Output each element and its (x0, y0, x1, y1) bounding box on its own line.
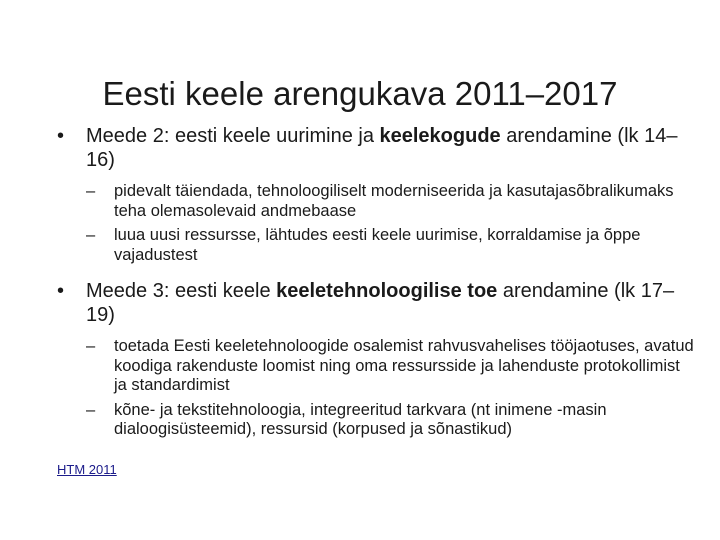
bullet-marker: • (57, 280, 65, 302)
dash-marker: – (86, 182, 96, 200)
bullet-text (86, 280, 674, 326)
bullet-list (57, 124, 697, 445)
bullet-text-bold: keelekogude (379, 125, 501, 147)
slide-title: Eesti keele arengukava 2011–2017 (102, 75, 618, 113)
bullet-text-end: arendamine (lk 14–16) (86, 125, 678, 171)
dash-marker: – (86, 337, 96, 355)
sub-bullet-text: pidevalt täiendada, tehnoloogiliselt moderniseerida ja kasutajasõbralikumaks teha olemasolevaid andmebaase (114, 182, 674, 220)
sub-bullet-item (86, 401, 697, 440)
sub-bullet-item (86, 226, 697, 265)
bullet-text-end: arendamine (lk 17–19) (86, 280, 675, 326)
bullet-text-start: Meede 2: eesti keele uurimine ja (86, 125, 380, 147)
dash-marker: – (86, 226, 96, 244)
sub-bullet-item (86, 337, 697, 396)
sub-bullet-item (86, 182, 697, 221)
bullet-text-start: Meede 3: eesti keele (86, 280, 277, 302)
bullet-marker: • (57, 125, 65, 147)
bullet-text-bold: keeletehnoloogilise toe (276, 280, 498, 302)
sub-bullet-text: luua uusi ressursse, lähtudes eesti keele uurimise, korraldamise ja õppe vajadustest (114, 226, 641, 264)
bullet-item-meede-3 (57, 279, 697, 440)
bullet-text (86, 125, 677, 171)
footer-source-link[interactable]: HTM 2011 (57, 462, 117, 477)
dash-marker: – (86, 400, 96, 419)
sub-bullet-text: kõne- ja tekstitehnoloogia, integreeritud tarkvara (nt inimene -masin dialoogisüsteemid), ressursid (korpused ja sõnastikud) (114, 400, 607, 438)
sub-bullet-list (86, 182, 697, 265)
bullet-item-meede-2 (57, 124, 697, 265)
sub-bullet-text: toetada Eesti keeletehnoloogide osalemist rahvusvahelises tööjaotuses, avatud koodiga rakenduste loomist ning oma ressursside ja lahenduste protokollimist ja standardimist (114, 337, 694, 394)
sub-bullet-list (86, 337, 697, 440)
